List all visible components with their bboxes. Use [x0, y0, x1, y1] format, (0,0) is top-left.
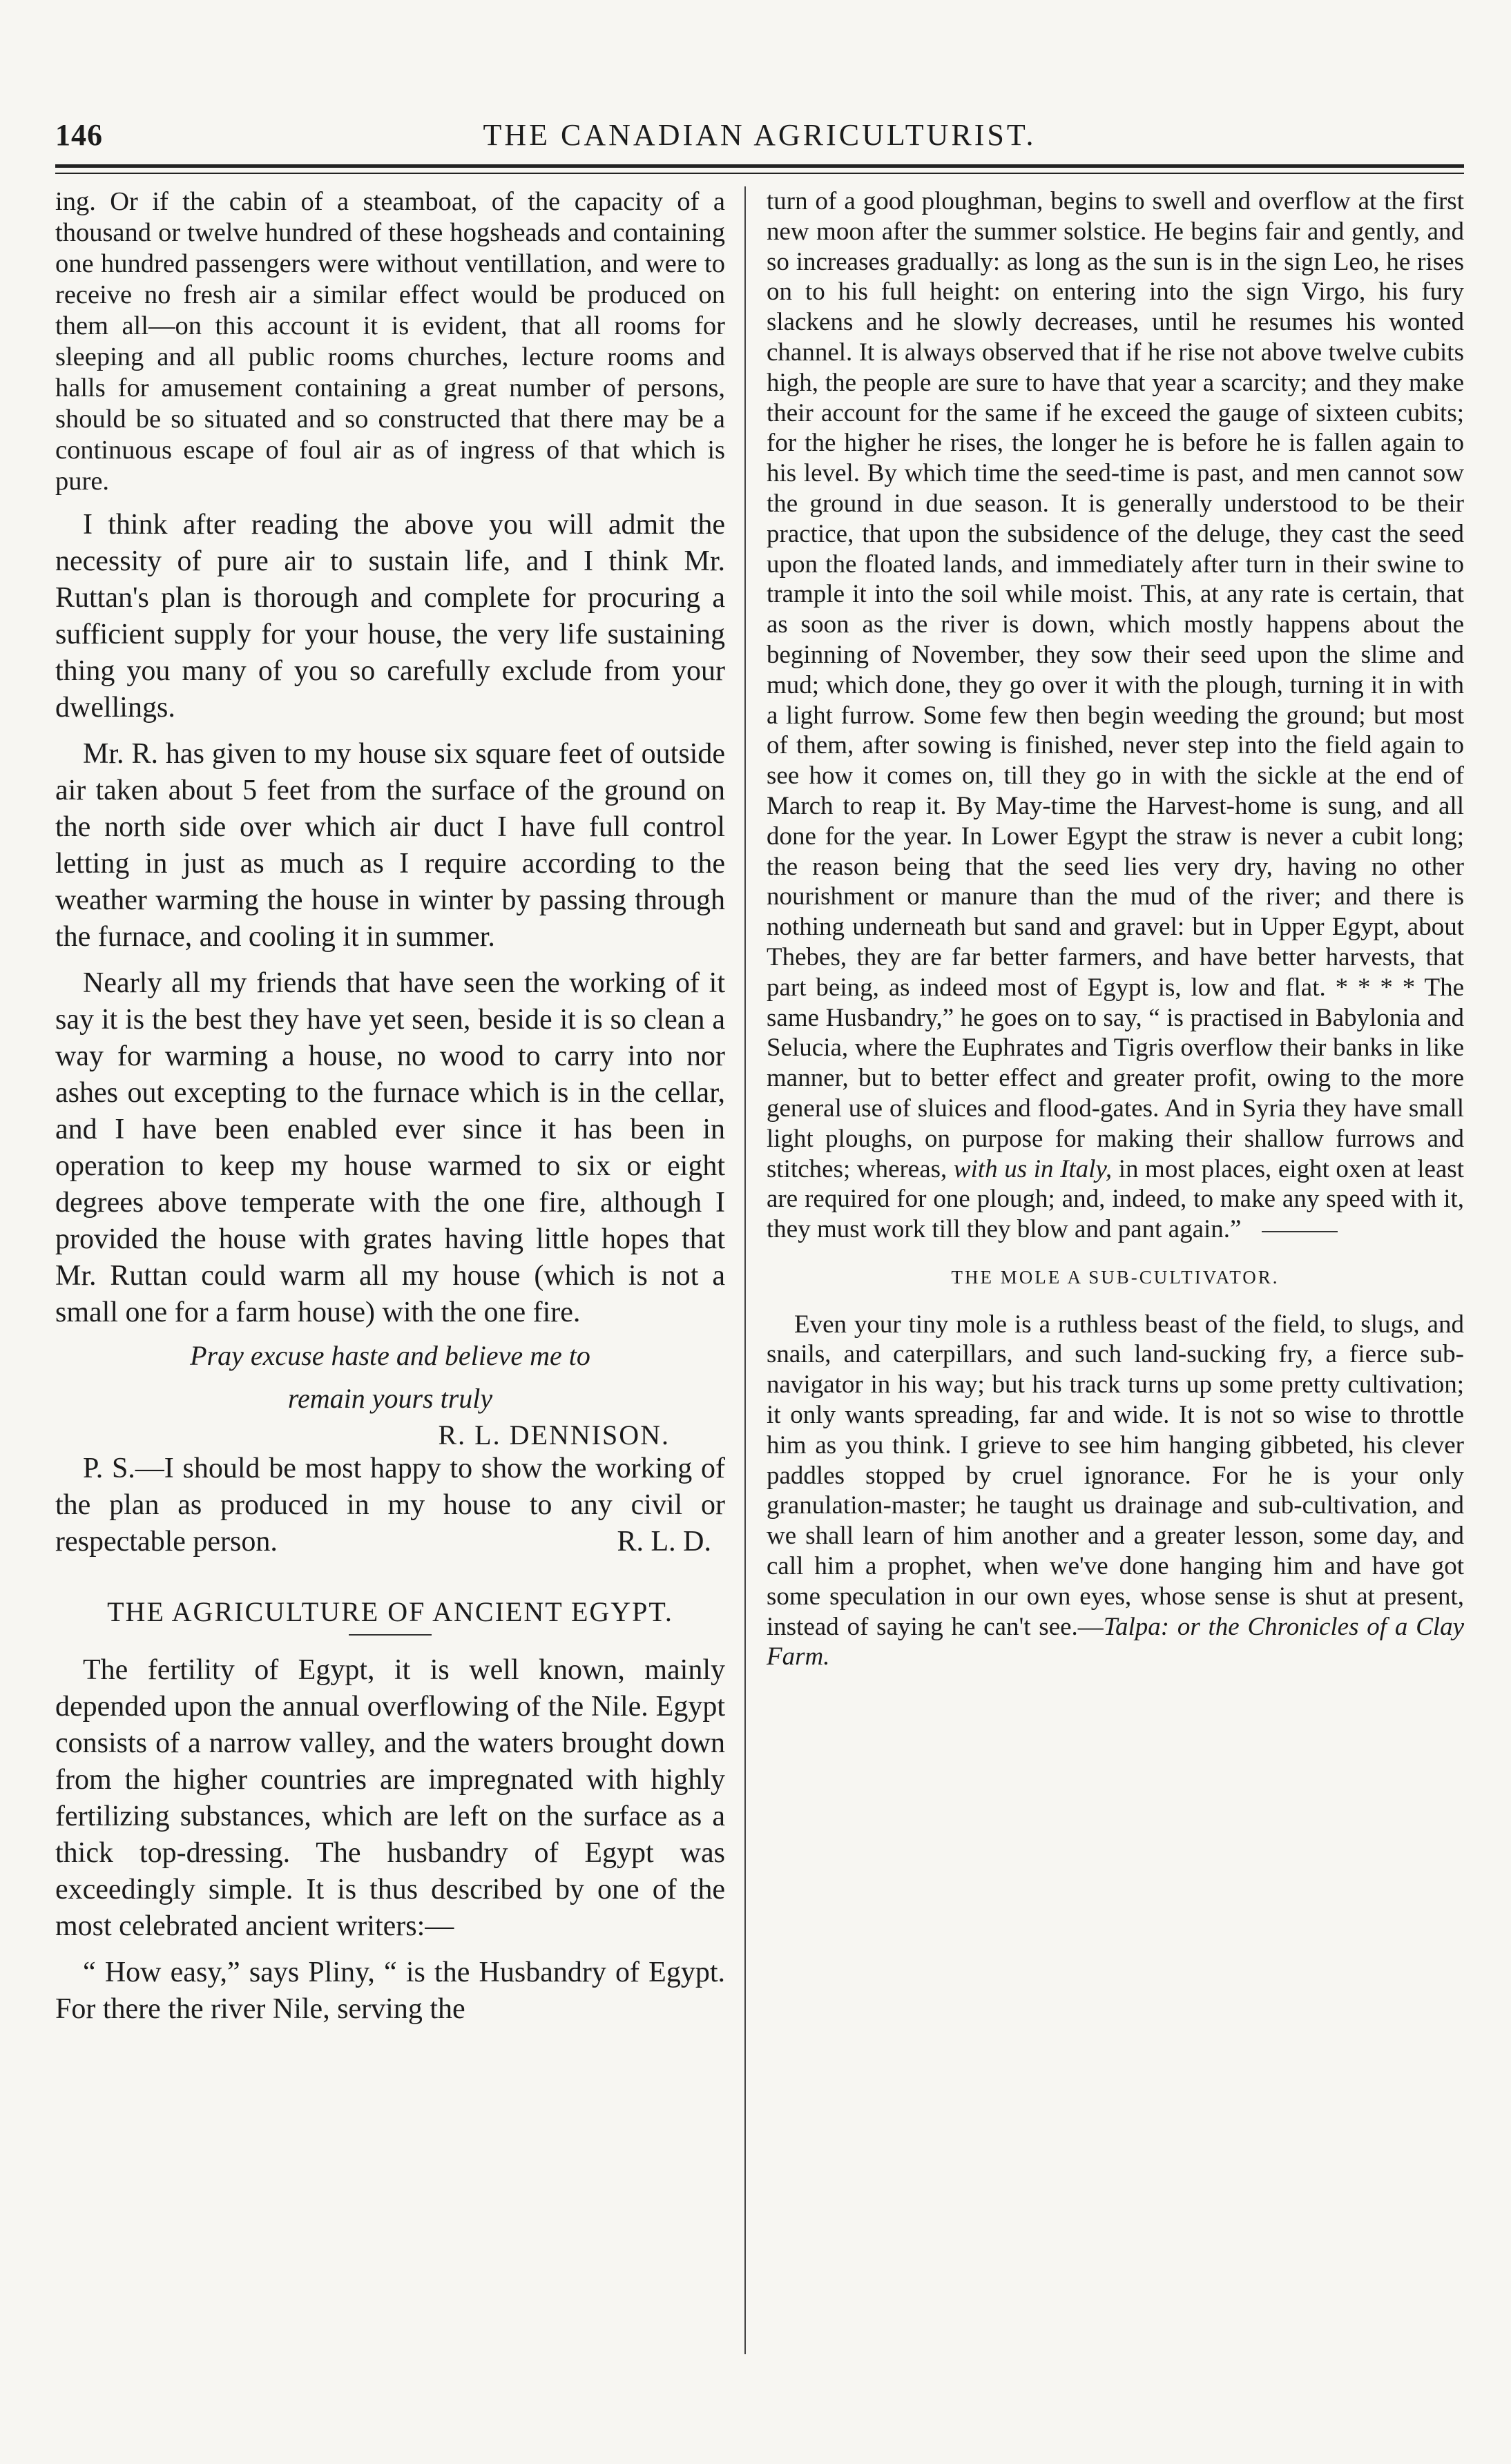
signoff-line-1: Pray excuse haste and believe me to [190, 1340, 590, 1371]
running-title: THE CANADIAN AGRICULTURIST. [483, 118, 1037, 152]
section-title-mole: THE MOLE A SUB-CULTIVATOR. [951, 1266, 1280, 1288]
right-column [767, 186, 1464, 2381]
section-title-egypt: THE AGRICULTURE OF ANCIENT EGYPT. [107, 1596, 673, 1627]
mole-text: Even your tiny mole is a ruthless beast of the field, to slugs, and snails, and caterpillars, and such land-sucking fry, a fierce sub-navigator in his way; but his track turns up some pretty cultivation; it only wants spreading, far and wide. It is not so wise to throttle him as you think. I grieve to see him hanging gibbeted, his clever paddles stopped by cruel ignorance. For he is your only granulation-master; he taught us drainage and sub-cultivation, and we shall learn of him another and a greater lesson, some day, and call him a prophet, when we've done hanging him and have got some speculation in our own eyes, whose sense is shut at present, instead of saying he can't see.— [767, 1310, 1464, 1641]
left-paragraph-pure-air: I think after reading the above you will admit the necessity of pure air to sustain life, and I think Mr. Ruttan's plan is thorough and complete for procuring a sufficient supply for your house, the very life sustaining thing you many of you so carefully exclude from your dwellings. [55, 509, 725, 724]
page-number: 146 [55, 118, 103, 152]
header-rule-thick [55, 164, 1464, 168]
postscript-text: P. S.—I should be most happy to show the working of the plan as produced in my house to any civil or respectable person. [55, 1453, 725, 1558]
mole-source: Talpa: or the Chronicles of a Clay Farm. [767, 1612, 1464, 1671]
left-paragraph-pliny: “ How easy,” says Pliny, “ is the Husbandry of Egypt. For there the river Nile, serving the [55, 1957, 725, 2025]
postscript [55, 1451, 725, 1560]
signoff-line-2: remain yours truly [287, 1383, 493, 1414]
signature: R. L. DENNISON. [438, 1419, 670, 1451]
pliny-text: turn of a good ploughman, begins to swell and overflow at the first new moon after the summer solstice. He begins fair and gently, and so increases gradually: as long as the sun is in the sign Leo, he rises on to his full height: on entering into the sign Virgo, his fury slackens and he slowly decreases, until he resumes his wonted channel. It is always observed that if he rise not above twelve cubits high, the people are sure to have that year a scarcity; and they make their account for the same if he exceed the gauge of sixteen cubits; for the higher he rises, the longer he is before he is fallen again to his level. By which time the seed-time is past, and men cannot sow the ground in due season. It is generally understood to be their practice, that upon the subsidence of the deluge, they cast the seed upon the floated lands, and immediately after turn in their swine to trample it into the soil while moist. This, at any rate is certain, that as soon as the river is down, which mostly happens about the beginning of November, they sow their seed upon the slime and mud; which done, they go over it with the plough, turning it in with a light furrow. Some few then begin weeding the ground; but most of them, after sowing is finished, never step into the field again to see how it comes on, till they go in with the sickle at the end of March to reap it. By May-time the Harvest-home is sung, and all done for the year. In Lower Egypt the straw is never a cubit long; the reason being that the seed lies very dry, having no other nourishment or manure than the mud of the river; and there is nothing underneath but sand and gravel: but in Upper Egypt, about Thebes, they are far better farmers, and have better harvests, that part being, as indeed most of Egypt is, low and flat. * * * * The same Husbandry,” he goes on to say, “ is practised in Babylonia and Selucia, where the Euphrates and Tigris overflow their banks in like manner, but to better effect and greater profit, owing to the more general use of sluices and flood-gates. And in Syria they have small light ploughs, on purpose for making their shallow furrows and stitches; whereas, [767, 187, 1464, 1183]
header-rule-thin [55, 173, 1464, 174]
left-column [55, 186, 725, 2381]
left-paragraph-continued: ing. Or if the cabin of a steamboat, of the capacity of a thousand or twelve hundred of these hogsheads and containing one hundred passengers were without ventillation, and were to receive no fresh air a similar effect would be produced on them all—on this account it is evident, that all rooms for sleeping and all public rooms churches, lecture rooms and halls for amusement containing a great number of persons, should be so situated and so constructed that there may be a continuous escape of foul air as of ingress of that which is pure. [55, 187, 725, 496]
right-paragraph-pliny-continued [767, 186, 1464, 1245]
left-paragraph-house-air: Mr. R. has given to my house six square feet of outside air taken about 5 feet from the surface of the ground on the north side over which air duct I have full control letting in just as much as I require according to the weather warming the house in winter by passing through the furnace, and cooling it in summer. [55, 738, 725, 953]
postscript-initials: R. L. D. [617, 1526, 711, 1558]
page-header [55, 117, 1464, 159]
column-divider [744, 186, 746, 2354]
left-paragraph-egypt-fertility: The fertility of Egypt, it is well known, mainly depended upon the annual overflowing of the Nile. Egypt consists of a narrow valley, and the waters brought down from the higher countries are impregnated with highly fertilizing substances, which are left on the surface as a thick top-dressing. The husbandry of Egypt was exceedingly simple. It is thus described by one of the most celebrated ancient writers:— [55, 1654, 725, 1942]
pliny-end: in most places, eight oxen at least are required for one plough; and, indeed, to make any speed with it, they must work till they blow and pant again.” [767, 1154, 1465, 1244]
right-paragraph-mole [767, 1310, 1464, 1673]
section-rule [349, 1634, 432, 1636]
left-paragraph-friends: Nearly all my friends that have seen the working of it say it is the best they have yet seen, beside it is so clean a way for warming a house, no wood to carry into nor ashes out excepting to the furnace which is in the cellar, and I have been enabled ever since it has been in operation to keep my house warmed to six or eight degrees above temperate with the one fire, although I provided the house with grates having little hopes that Mr. Ruttan could warm all my house (which is not a small one for a farm house) with the one fire. [55, 967, 725, 1328]
pliny-italic: with us in Italy, [953, 1154, 1113, 1183]
end-rule [1262, 1231, 1338, 1232]
